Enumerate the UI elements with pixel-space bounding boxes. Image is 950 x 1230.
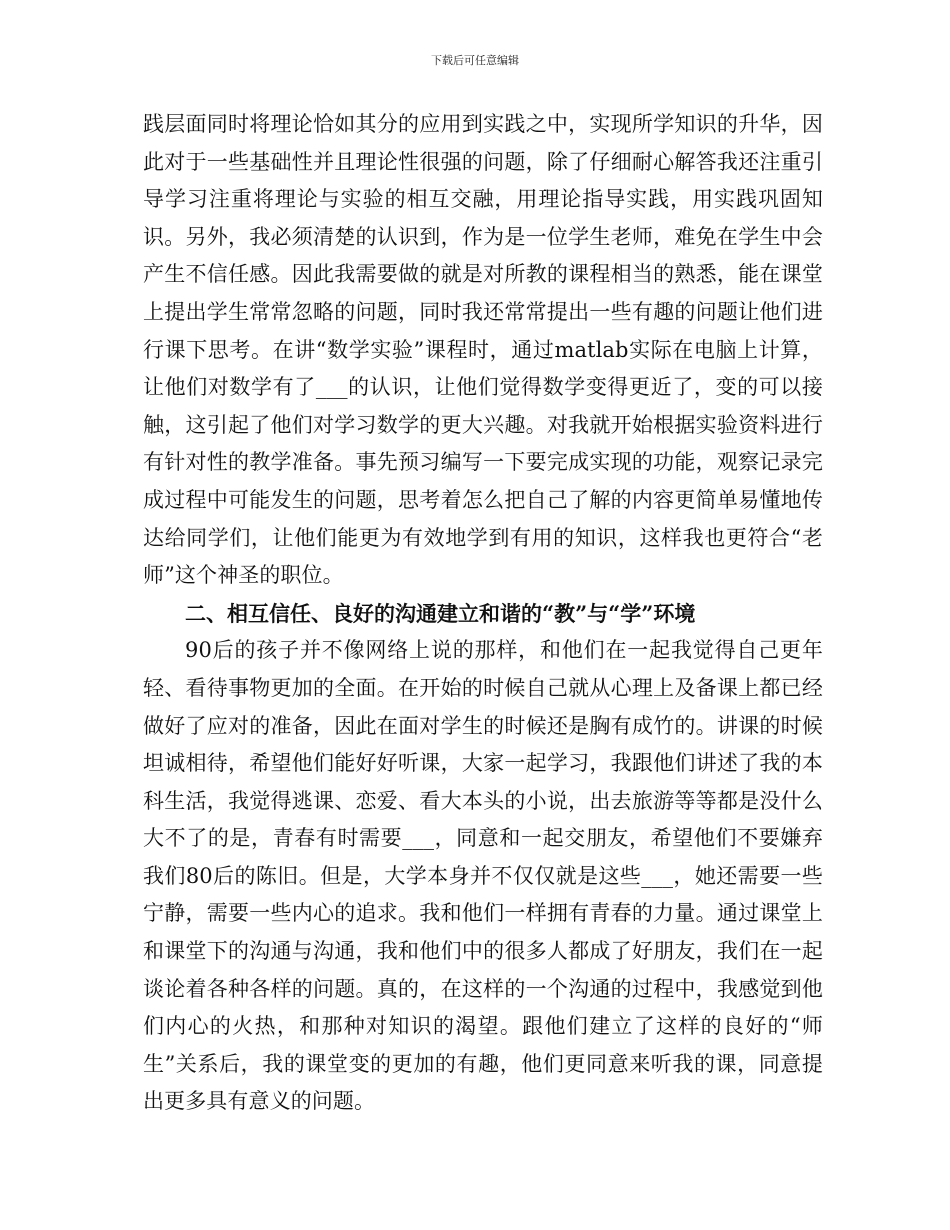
page-header: 下载后可任意编辑: [431, 54, 519, 67]
section-heading: 二、相互信任、良好的沟通建立和谐的“教”与“学”环境: [185, 600, 696, 626]
paragraph-continued: 践层面同时将理论恰如其分的应用到实践之中，实现所学知识的升华，因此对于一些基础性并且理论性很强的问题，除了仔细耐心解答我还注重引导学习注重将理论与实验的相互交融，用理论指导实践，用实践巩固知识。另外，我必须清楚的认识到，作为是一位学生老师，难免在学生中会产生不信任感。因此我需要做的就是对所教的课程相当的熟悉，能在课堂上提出学生常常忽略的问题，同时我还常常提出一些有趣的问题让他们进行课下思考。在讲“数学实验”课程时，通过matlab实际在电脑上计算，让他们对数学有了___的认识，让他们觉得数学变得更近了，变的可以接触，这引起了他们对学习数学的更大兴趣。对我就开始根据实验资料进行有针对性的教学准备。事先预习编写一下要完成实现的功能，观察记录完成过程中可能发生的问题，思考着怎么把自己了解的内容更简单易懂地传达给同学们，让他们能更为有效地学到有用的知识，这样我也更符合“老师”这个神圣的职位。: [143, 112, 823, 588]
document-body: [143, 106, 823, 1121]
paragraph-section-two: 90后的孩子并不像网络上说的那样，和他们在一起我觉得自己更年轻、看待事物更加的全面。在开始的时候自己就从心理上及备课上都已经做好了应对的准备，因此在面对学生的时候还是胸有成竹的。讲课的时候坦诚相待，希望他们能好好听课，大家一起学习，我跟他们讲述了我的本科生活，我觉得逃课、恋爱、看大本头的小说，出去旅游等等都是没什么大不了的是，青春有时需要___，同意和一起交朋友，希望他们不要嫌弃我们80后的陈旧。但是，大学本身并不仅仅就是这些___，她还需要一些宁静，需要一些内心的追求。我和他们一样拥有青春的力量。通过课堂上和课堂下的沟通与沟通，我和他们中的很多人都成了好朋友，我们在一起谈论着各种各样的问题。真的，在这样的一个沟通的过程中，我感觉到他们内心的火热，和那种对知识的渴望。跟他们建立了这样的良好的“师生”关系后，我的课堂变的更加的有趣，他们更同意来听我的课，同意提出更多具有意义的问题。: [143, 638, 823, 1114]
